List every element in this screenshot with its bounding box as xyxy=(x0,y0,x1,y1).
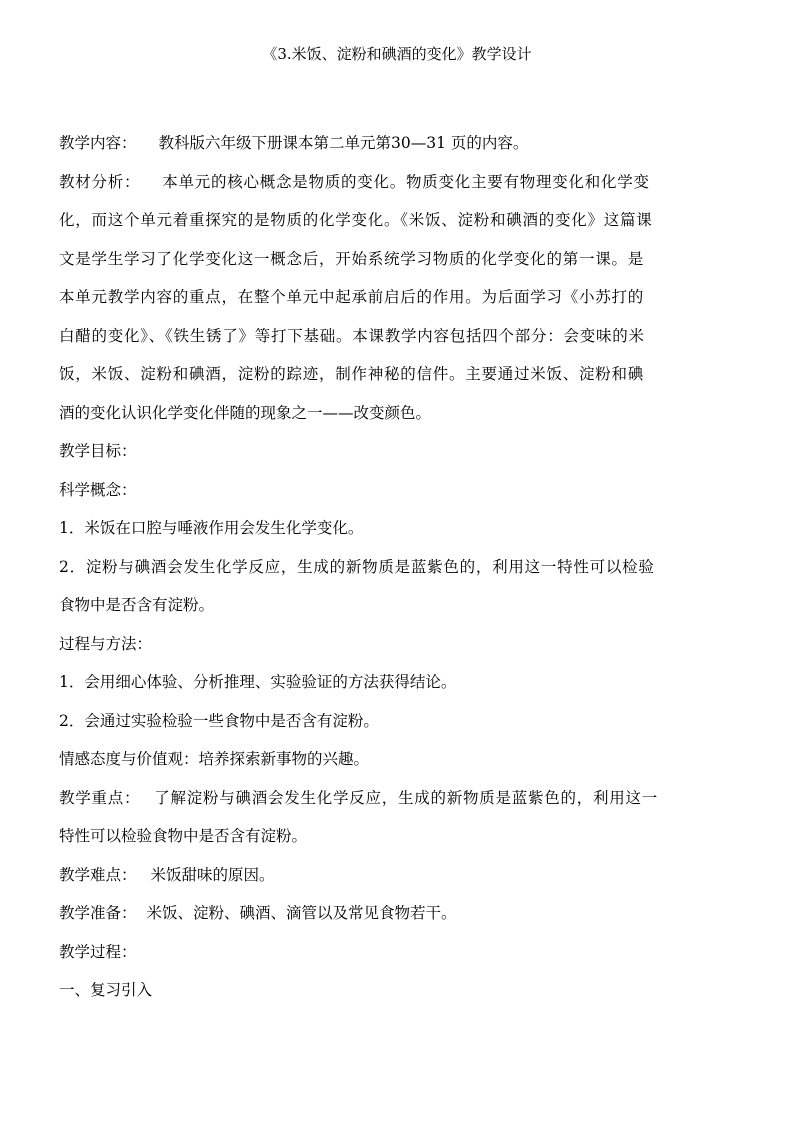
teaching-prep-line xyxy=(59,894,743,933)
teaching-prep-label: 教学准备： xyxy=(59,904,137,922)
textbook-analysis-line xyxy=(59,163,743,202)
teaching-content-label: 教学内容： xyxy=(59,134,137,152)
science-concept-item-2: 2．淀粉与碘酒会发生化学反应，生成的新物质是蓝紫色的，利用这一特性可以检验 xyxy=(59,557,655,576)
teaching-key-line xyxy=(59,779,743,818)
textbook-analysis-label: 教材分析： xyxy=(59,172,141,191)
science-concept-item-2-cont: 食物中是否含有淀粉。 xyxy=(59,596,215,614)
teaching-difficulty-text: 米饭甜味的原因。 xyxy=(150,865,275,884)
textbook-analysis-text-6: 饭，米饭、淀粉和碘酒，淀粉的踪迹，制作神秘的信件。主要通过米饭、淀粉和碘 xyxy=(59,365,645,383)
textbook-analysis-text-7: 酒的变化认识化学变化伴随的现象之一——改变颜色。 xyxy=(59,403,432,422)
teaching-content-text: 教科版六年级下册课本第二单元第30—31 页的内容。 xyxy=(158,134,529,152)
textbook-analysis-text-5: 白醋的变化》、《铁生锈了》等打下基础。本课教学内容包括四个部分：会变味的米 xyxy=(59,326,645,345)
textbook-analysis-text-2: 化，而这个单元着重探究的是物质的化学变化。《米饭、淀粉和碘酒的变化》这篇课 xyxy=(59,211,653,229)
teaching-goals-heading: 教学目标： xyxy=(59,442,137,460)
science-concept-item-1: 1．米饭在口腔与唾液作用会发生化学变化。 xyxy=(59,519,364,537)
textbook-analysis-text-4: 本单元教学内容的重点，在整个单元中起承前启后的作用。为后面学习《小苏打的 xyxy=(59,288,645,306)
section-1-heading: 一、复习引入 xyxy=(59,981,153,999)
document-title: 《3.米饭、淀粉和碘酒的变化》教学设计 xyxy=(262,45,532,63)
teaching-difficulty-label: 教学难点： xyxy=(59,865,137,884)
science-concept-heading: 科学概念： xyxy=(59,480,137,499)
teaching-difficulty-line xyxy=(59,856,743,895)
teaching-key-label: 教学重点： xyxy=(59,788,141,807)
teaching-content-line xyxy=(59,124,743,163)
document-body xyxy=(59,124,743,1010)
teaching-key-text-1: 了解淀粉与碘酒会发生化学反应，生成的新物质是蓝紫色的，利用这一 xyxy=(154,788,659,807)
process-method-item-1: 1．会用细心体验、分析推理、实验验证的方法获得结论。 xyxy=(59,673,457,691)
textbook-analysis-text-3: 文是学生学习了化学变化这一概念后，开始系统学习物质的化学变化的第一课。是 xyxy=(59,249,645,268)
teaching-key-text-2: 特性可以检验食物中是否含有淀粉。 xyxy=(59,827,308,845)
teaching-process-heading: 教学过程： xyxy=(59,942,137,961)
process-method-heading: 过程与方法： xyxy=(59,634,153,653)
attitude-values-line: 情感态度与价值观：培养探索新事物的兴趣。 xyxy=(59,750,370,768)
teaching-prep-text: 米饭、淀粉、碘酒、滴管以及常见食物若干。 xyxy=(146,904,457,922)
textbook-analysis-text-1: 本单元的核心概念是物质的变化。物质变化主要有物理变化和化学变 xyxy=(162,172,650,191)
process-method-item-2: 2．会通过实验检验一些食物中是否含有淀粉。 xyxy=(59,711,379,730)
